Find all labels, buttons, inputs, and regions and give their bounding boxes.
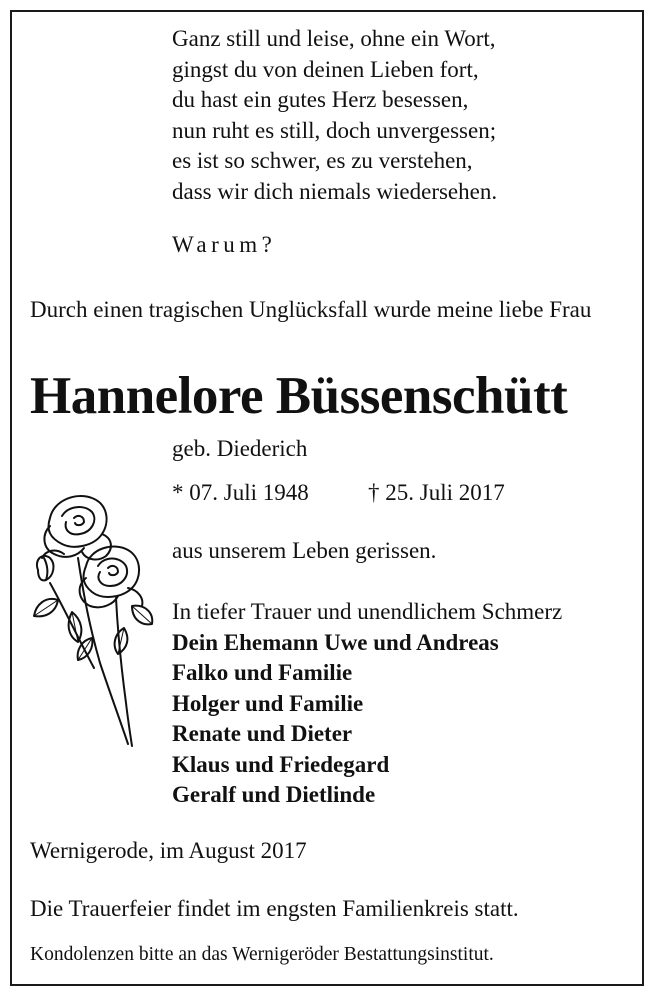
funeral-service-note: Die Trauerfeier findet im engsten Familienkreis statt. bbox=[30, 896, 519, 921]
family-member: Klaus und Friedegard bbox=[172, 751, 390, 777]
poem-line: Ganz still und leise, ohne ein Wort, bbox=[172, 26, 496, 51]
family-member: Renate und Dieter bbox=[172, 721, 353, 746]
family-member: Falko und Familie bbox=[172, 660, 353, 685]
place-date: Wernigerode, im August 2017 bbox=[30, 838, 307, 863]
poem-line: dass wir dich niemals wiedersehen. bbox=[172, 178, 498, 204]
family-member: Holger und Familie bbox=[172, 690, 364, 716]
birth-name: geb. Diederich bbox=[172, 436, 308, 461]
death-date: † 25. Juli 2017 bbox=[368, 480, 505, 505]
poem-question: Warum? bbox=[172, 232, 277, 257]
intro-text: Durch einen tragischen Unglücksfall wurde meine liebe Frau bbox=[30, 297, 592, 322]
mourning-lead: In tiefer Trauer und unendlichem Schmerz bbox=[172, 599, 563, 624]
poem-line: es ist so schwer, es zu verstehen, bbox=[172, 148, 473, 173]
condolence-note: Kondolenzen bitte an das Wernigeröder Bestattungsinstitut. bbox=[30, 944, 494, 965]
deceased-name: Hannelore Büssenschütt bbox=[30, 367, 568, 425]
mourners bbox=[172, 597, 562, 811]
life-dates bbox=[172, 480, 505, 506]
poem bbox=[172, 24, 497, 207]
poem-line: gingst du von deinen Lieben fort, bbox=[172, 56, 479, 82]
poem-line: du hast ein gutes Herz besessen, bbox=[172, 87, 469, 112]
birth-date: * 07. Juli 1948 bbox=[172, 480, 309, 505]
poem-line: nun ruht es still, doch unvergessen; bbox=[172, 117, 497, 143]
family-member: Geralf und Dietlinde bbox=[172, 782, 376, 807]
family-member: Dein Ehemann Uwe und Andreas bbox=[172, 629, 499, 655]
taken-text: aus unserem Leben gerissen. bbox=[172, 538, 437, 563]
roses-icon bbox=[28, 488, 156, 750]
